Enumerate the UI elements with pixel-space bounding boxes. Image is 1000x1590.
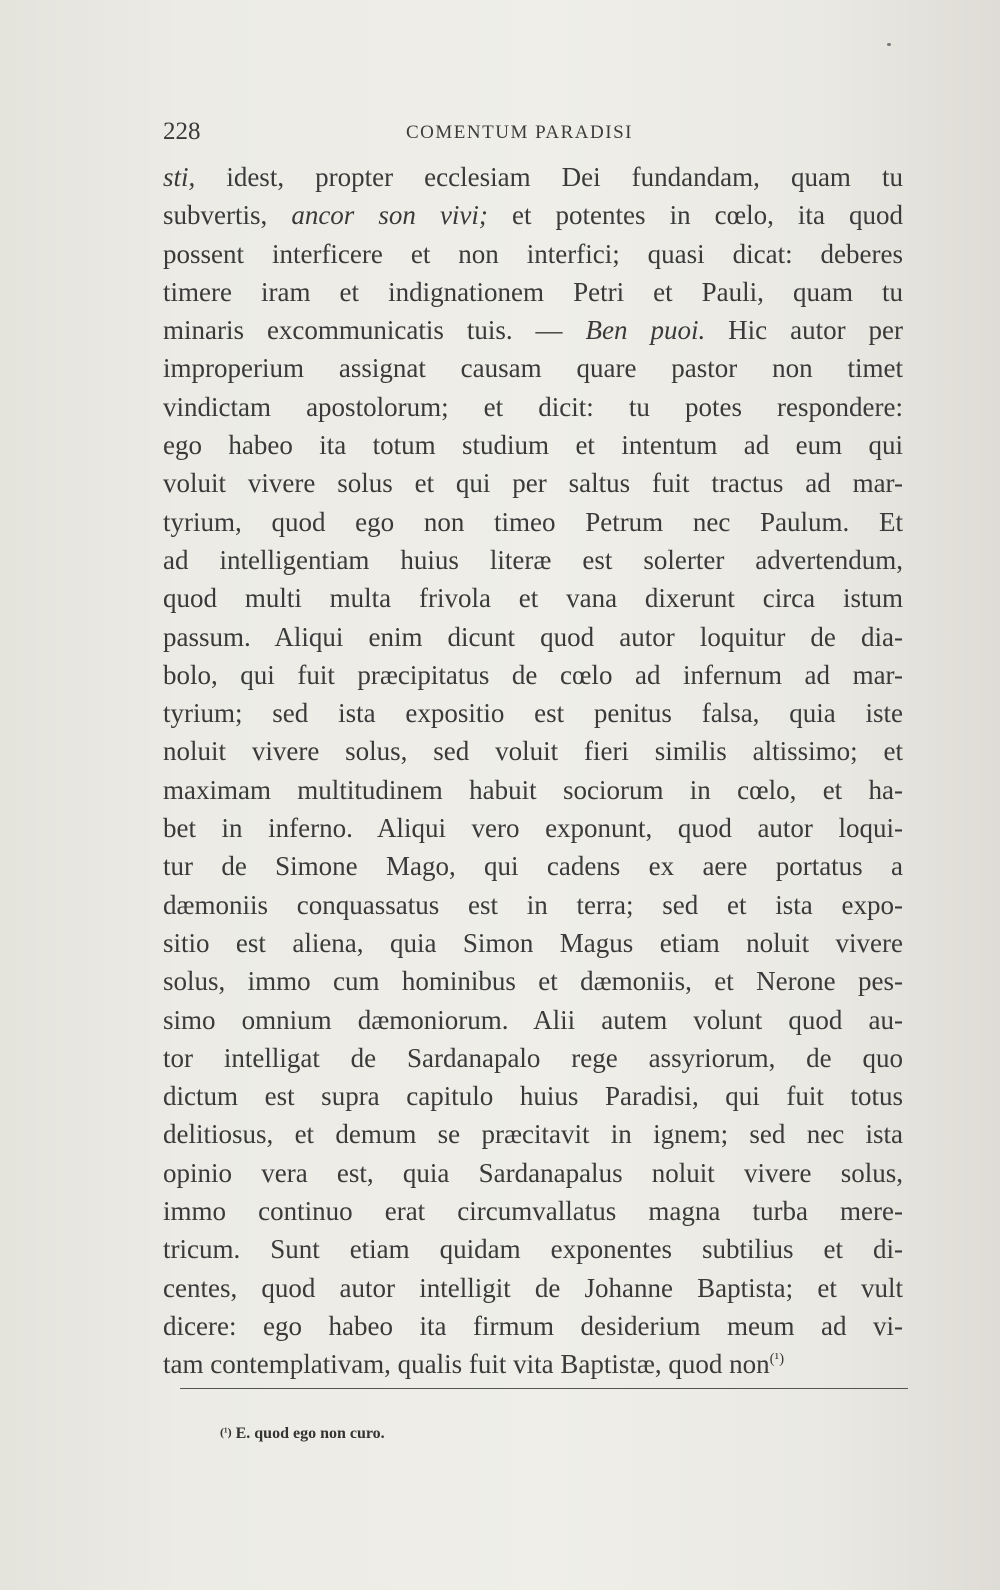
text-line: bet in inferno. Aliqui vero exponunt, quod autor loqui- bbox=[163, 813, 903, 844]
text-line: dicere: ego habeo ita firmum desiderium meum ad vi- bbox=[163, 1310, 903, 1341]
text-line: tyrium, quod ego non timeo Petrum nec Paulum. Et bbox=[163, 506, 903, 537]
text-line: simo omnium dæmoniorum. Alii autem volunt quod au- bbox=[163, 1004, 903, 1035]
text-segment: subvertis, bbox=[163, 200, 292, 231]
footnote-text: E. quod ego non curo. bbox=[235, 1425, 385, 1442]
text-line: improperium assignat causam quare pastor non timet bbox=[163, 353, 903, 384]
text-line: solus, immo cum hominibus et dæmoniis, et Nerone pes- bbox=[163, 966, 903, 997]
text-line: immo continuo erat circumvallatus magna turba mere- bbox=[163, 1196, 903, 1227]
text-segment: et potentes in cœlo, ita quod bbox=[487, 200, 903, 231]
text-line: voluit vivere solus et qui per saltus fuit tractus ad mar- bbox=[163, 468, 903, 499]
text-line: centes, quod autor intelligit de Johanne Baptista; et vult bbox=[163, 1272, 903, 1303]
text-line bbox=[163, 311, 903, 349]
italic-quote: ancor son vivi; bbox=[291, 200, 488, 231]
page-number: 228 bbox=[163, 118, 201, 145]
text-line: quod multi multa frivola et vana dixerunt circa istum bbox=[163, 583, 903, 614]
footnote-rule bbox=[180, 1388, 908, 1389]
text-line bbox=[163, 196, 903, 234]
footnote-reference: (¹) bbox=[769, 1351, 785, 1368]
text-line: sitio est aliena, quia Simon Magus etiam noluit vivere bbox=[163, 927, 903, 958]
text-segment: minaris excommunicatis tuis. — bbox=[163, 315, 586, 346]
text-segment: tam contemplativam, qualis fuit vita Baptistæ, quod non bbox=[163, 1349, 770, 1380]
text-line: dæmoniis conquassatus est in terra; sed et ista expo- bbox=[163, 889, 903, 920]
footnote-marker: (¹) bbox=[220, 1425, 232, 1439]
body-text bbox=[163, 158, 903, 1384]
text-line: delitiosus, et demum se præcitavit in ignem; sed nec ista bbox=[163, 1119, 903, 1150]
text-line: opinio vera est, quia Sardanapalus noluit vivere solus, bbox=[163, 1157, 903, 1188]
text-line bbox=[163, 1345, 903, 1383]
italic-term: sti, bbox=[163, 162, 196, 192]
text-line: tur de Simone Mago, qui cadens ex aere portatus a bbox=[163, 851, 903, 882]
italic-quote: Ben puoi. bbox=[585, 315, 706, 346]
text-line: possent interficere et non interfici; quasi dicat: deberes bbox=[163, 238, 903, 269]
text-segment: idest, propter ecclesiam Dei fundandam, quam tu bbox=[195, 162, 903, 192]
text-line: tyrium; sed ista expositio est penitus falsa, quia iste bbox=[163, 698, 903, 729]
text-line: maximam multitudinem habuit sociorum in cœlo, et ha- bbox=[163, 774, 903, 805]
text-line: bolo, qui fuit præcipitatus de cœlo ad infernum ad mar- bbox=[163, 659, 903, 690]
text-line: tricum. Sunt etiam quidam exponentes subtilius et di- bbox=[163, 1234, 903, 1265]
text-line: tor intelligat de Sardanapalo rege assyriorum, de quo bbox=[163, 1042, 903, 1073]
text-line: timere iram et indignationem Petri et Pauli, quam tu bbox=[163, 276, 903, 307]
text-line: noluit vivere solus, sed voluit fieri similis altissimo; et bbox=[163, 736, 903, 767]
ink-speck bbox=[887, 43, 891, 46]
footnote bbox=[220, 1425, 385, 1443]
text-line: ad intelligentiam huius literæ est solerter advertendum, bbox=[163, 544, 903, 575]
page-header bbox=[163, 118, 893, 158]
running-head: COMENTUM PARADISI bbox=[406, 122, 633, 143]
text-line bbox=[163, 158, 903, 196]
text-line: dictum est supra capitulo huius Paradisi, qui fuit totus bbox=[163, 1081, 903, 1112]
text-line: passum. Aliqui enim dicunt quod autor loquitur de dia- bbox=[163, 621, 903, 652]
text-line: vindictam apostolorum; et dicit: tu potes respondere: bbox=[163, 391, 903, 422]
text-segment: Hic autor per bbox=[705, 315, 903, 346]
text-line: ego habeo ita totum studium et intentum ad eum qui bbox=[163, 430, 903, 461]
